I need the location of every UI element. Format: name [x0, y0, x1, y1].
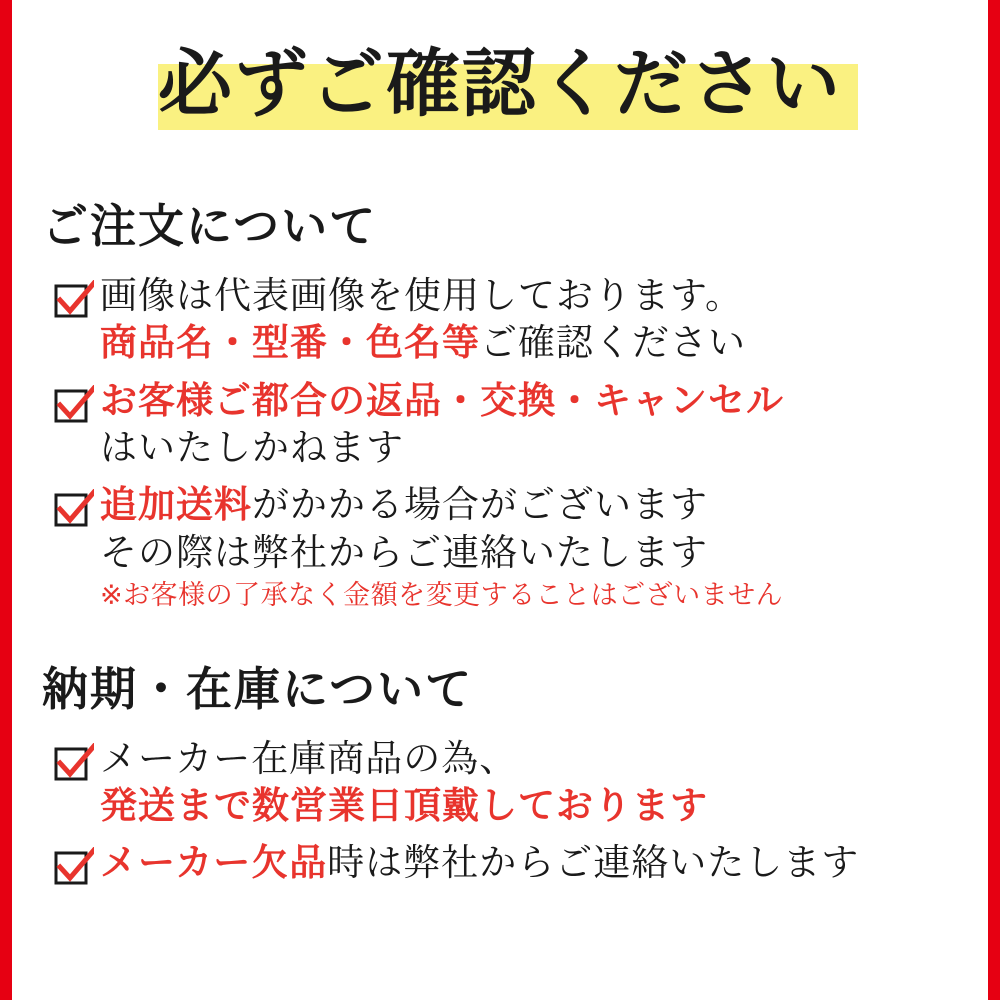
line-text: ご確認ください	[480, 321, 746, 365]
notice-content	[12, 0, 988, 1000]
line-text-emphasis: メーカー欠品	[100, 841, 328, 885]
section-heading-order: ご注文について	[42, 199, 378, 253]
line-text-emphasis: お客様ご都合の返品・交換・キャンセル	[100, 378, 784, 422]
list-item-line	[100, 272, 988, 319]
page-title	[12, 34, 988, 134]
line-text: はいたしかねます	[100, 426, 404, 470]
right-red-bar	[988, 0, 1000, 1000]
checkbox-checked-icon	[54, 847, 94, 887]
checkbox-checked-icon	[54, 743, 94, 783]
line-text: その際は弊社からご連絡いたします	[100, 530, 708, 574]
list-item	[54, 829, 988, 887]
line-text-emphasis: 商品名・型番・色名等	[100, 321, 480, 365]
list-item-line	[100, 839, 988, 886]
list-item-line	[100, 377, 988, 424]
list-item	[54, 262, 988, 367]
line-text-emphasis: 発送まで数営業日頂戴しております	[100, 784, 708, 828]
line-text: 画像は代表画像を使用しております。	[100, 274, 744, 317]
section-heading-stock: 納期・在庫について	[42, 661, 474, 716]
line-text: 時は弊社からご連絡いたします	[327, 841, 860, 885]
list-item-line	[100, 319, 988, 366]
line-text-emphasis: 追加送料	[100, 483, 252, 527]
list-item	[54, 471, 988, 616]
line-text: がかかる場合がございます	[252, 483, 708, 527]
list-item	[54, 725, 988, 830]
checkbox-checked-icon	[54, 489, 94, 529]
list-item-note: ※お客様の了承なく金額を変更することはございません	[100, 580, 784, 612]
left-red-bar	[0, 0, 12, 1000]
list-item	[54, 367, 988, 472]
checkbox-checked-icon	[54, 280, 94, 320]
line-text: メーカー在庫商品の為、	[100, 736, 518, 780]
list-item-line	[100, 529, 988, 576]
list-item-line	[100, 424, 988, 471]
list-item-line	[100, 735, 988, 782]
list-item-line	[100, 782, 988, 829]
list-item-line	[100, 481, 988, 528]
checkbox-checked-icon	[54, 385, 94, 425]
page-title-text: 必ずご確認ください	[158, 41, 842, 127]
